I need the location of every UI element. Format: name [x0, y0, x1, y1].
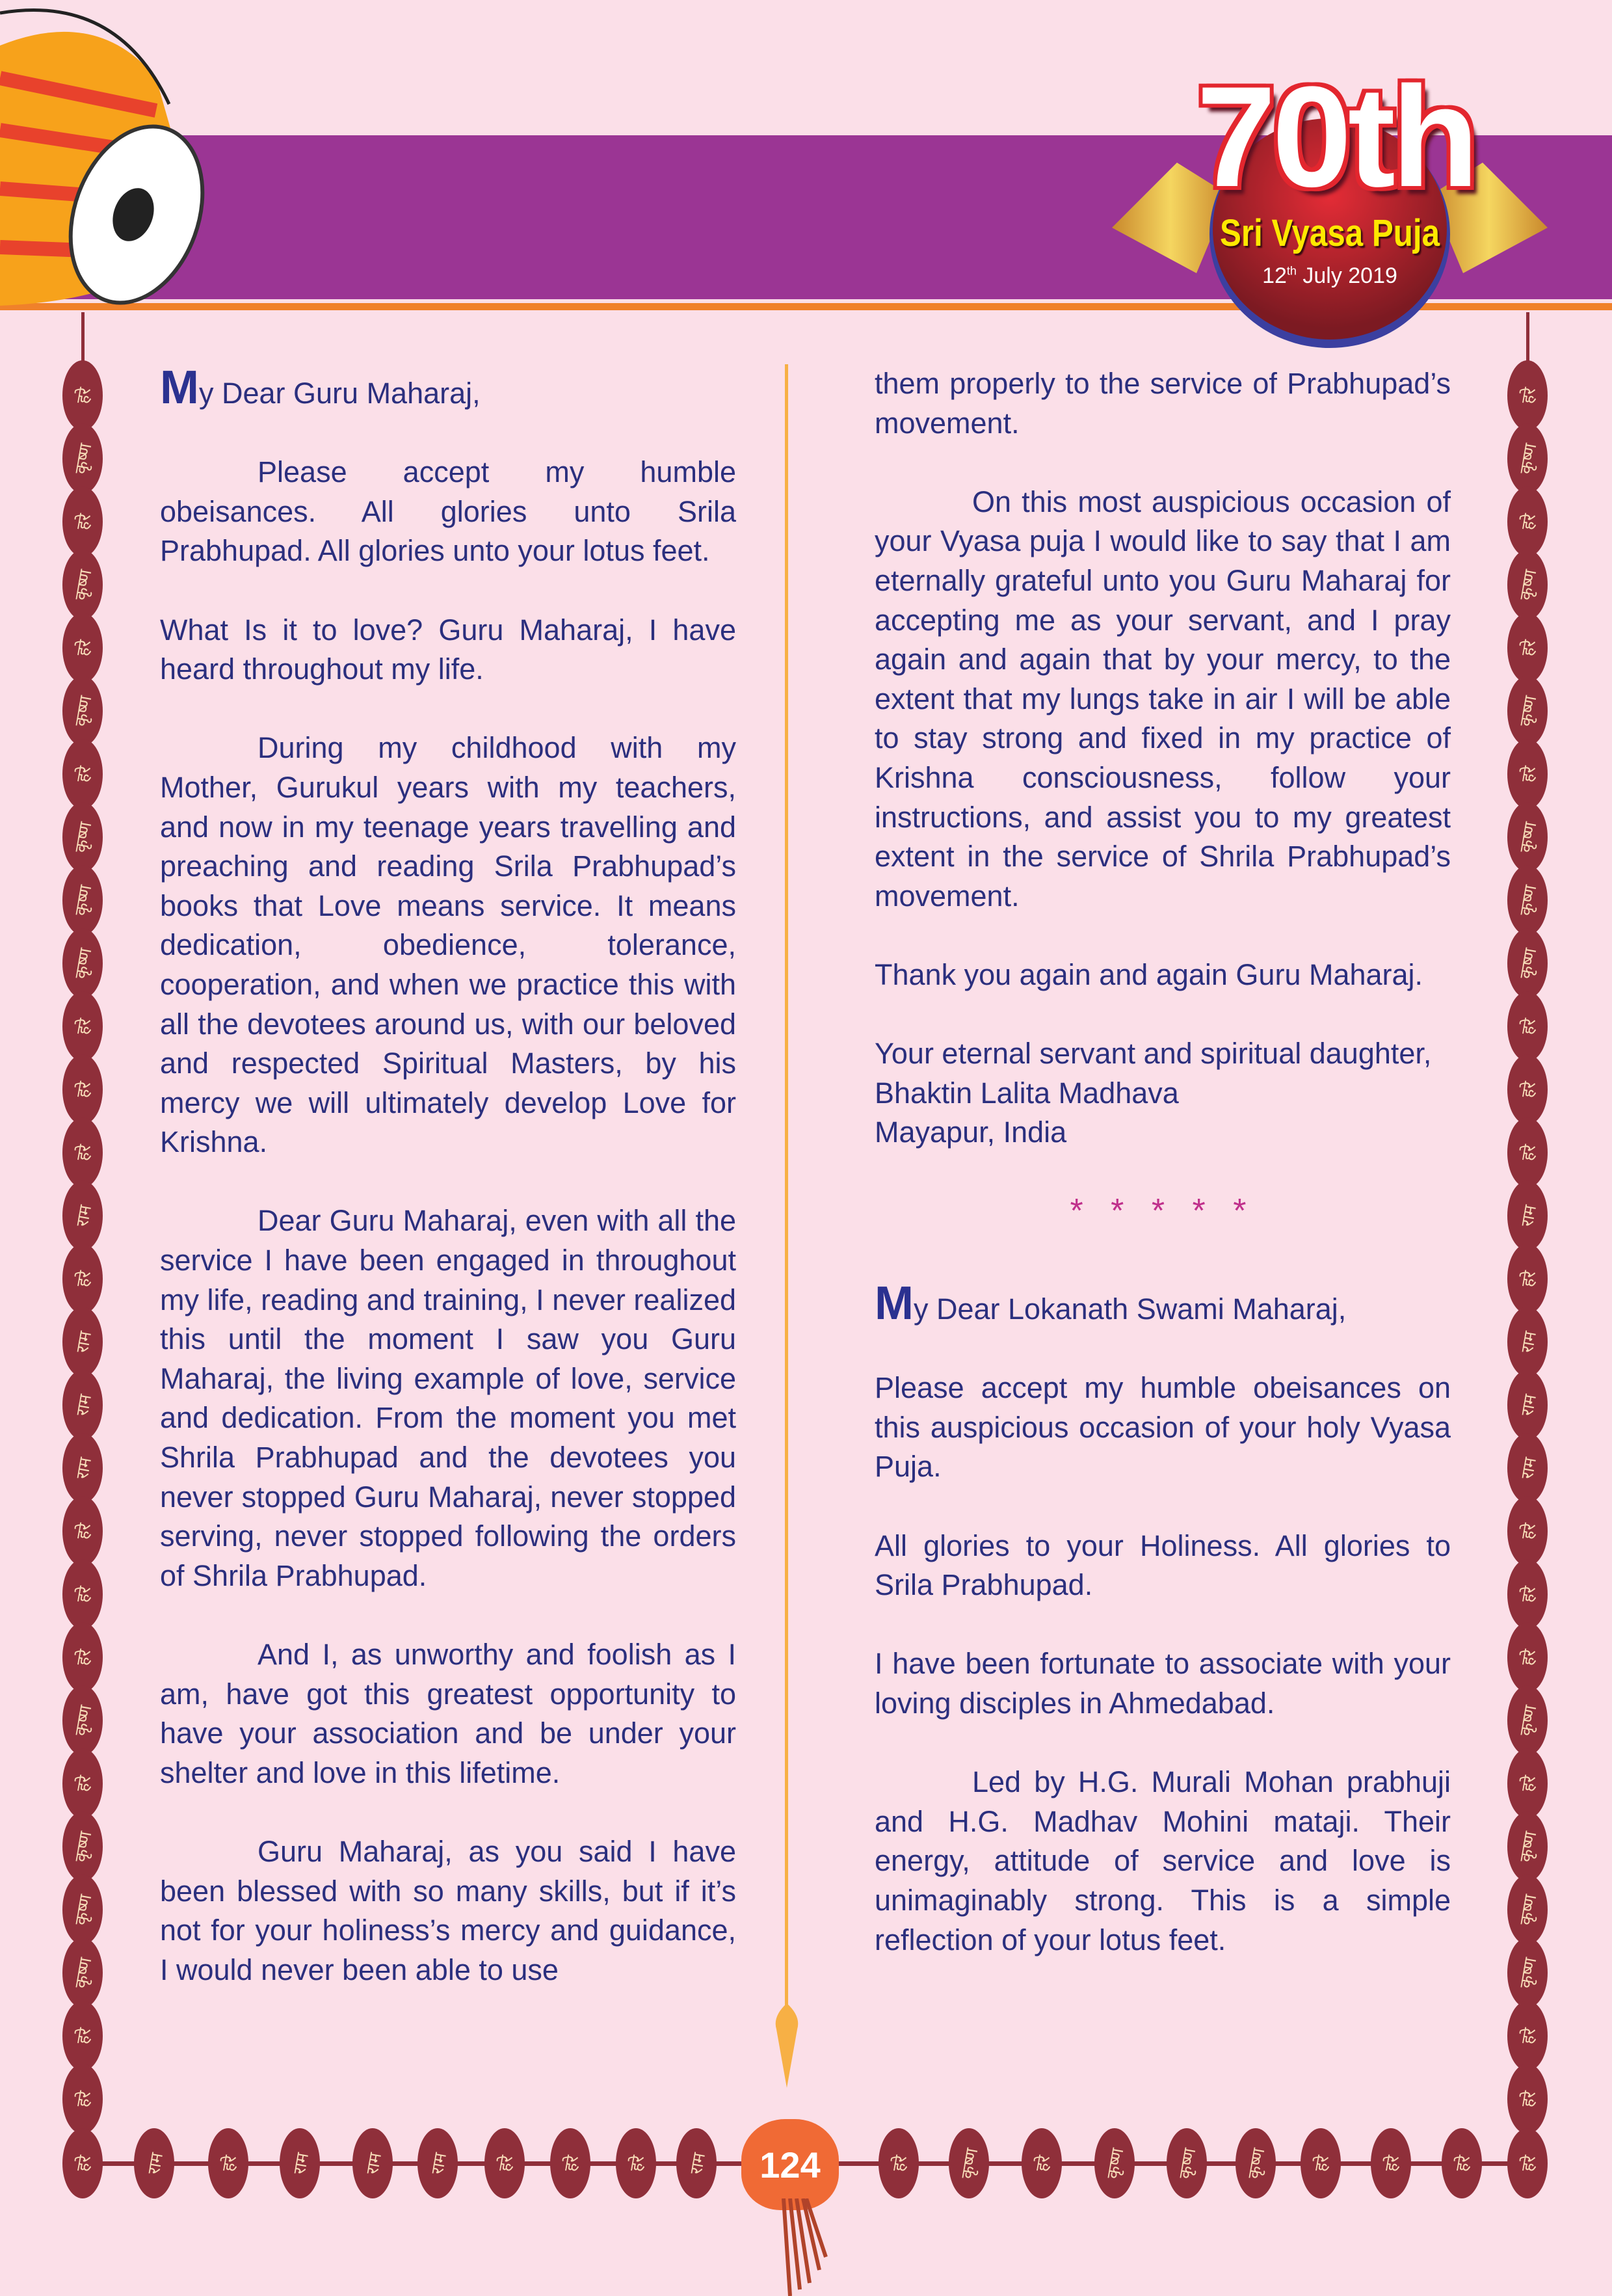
mridanga-drum-icon	[0, 0, 215, 312]
bead	[1442, 2128, 1482, 2198]
bead	[1507, 1622, 1548, 1692]
bead	[62, 2064, 103, 2134]
bead-label: हरे	[888, 2154, 910, 2173]
bead	[62, 676, 103, 746]
bead-label: हरे	[72, 1584, 94, 1604]
bead-label: हरे	[72, 1648, 94, 1667]
bead	[1507, 550, 1548, 620]
bead	[62, 928, 103, 998]
bead-label: हरे	[1517, 764, 1539, 784]
bead	[1094, 2128, 1135, 2198]
bead	[352, 2128, 393, 2198]
bead-label: कृष्ण	[1516, 694, 1540, 728]
bead-label: हरे	[1517, 512, 1539, 531]
bead-label: हरे	[72, 1774, 94, 1793]
bead-label: हरे	[1517, 2154, 1539, 2173]
bead	[1507, 739, 1548, 809]
bead	[62, 487, 103, 557]
bead-label: कृष्ण	[71, 1956, 96, 1990]
bead	[1507, 865, 1548, 935]
bead-label: हरे	[1381, 2154, 1403, 2173]
bead-label: कृष्ण	[1516, 568, 1540, 602]
bead-label: हरे	[1517, 1648, 1539, 1667]
bead-label: राम	[72, 1203, 95, 1228]
bead	[62, 1811, 103, 1882]
bead-label: हरे	[1517, 1080, 1539, 1099]
bead-label: कृष्ण	[1244, 2146, 1269, 2180]
bead	[1507, 1307, 1548, 1377]
page-number: 124	[741, 2119, 839, 2210]
bead-label: कृष्ण	[1516, 1956, 1540, 1990]
bead	[62, 1181, 103, 1251]
bead	[1507, 928, 1548, 998]
bead	[1507, 1181, 1548, 1251]
bead-label: हरे	[1517, 1269, 1539, 1288]
bead	[1507, 1875, 1548, 1945]
divider-drop-ornament	[773, 2003, 801, 2088]
bead	[62, 1875, 103, 1945]
bead	[1507, 360, 1548, 431]
bead-label: कृष्ण	[1516, 883, 1540, 917]
bead-label: राम	[1516, 1393, 1540, 1417]
bead-label: कृष्ण	[71, 442, 96, 475]
bead-label: हरे	[560, 2154, 582, 2173]
bead	[62, 991, 103, 1061]
bead	[1235, 2128, 1276, 2198]
bead	[1371, 2128, 1411, 2198]
bead-label: राम	[427, 2151, 450, 2176]
bead-label: राम	[72, 1393, 95, 1417]
bead-label: हरे	[72, 1017, 94, 1036]
bead	[879, 2128, 919, 2198]
paragraph: them properly to the service of Prabhupad’s movement.	[875, 367, 1451, 440]
bead-label: राम	[72, 1456, 95, 1480]
bead-label: हरे	[72, 1143, 94, 1162]
location: Mayapur, India	[875, 1115, 1067, 1149]
bead-label: राम	[1516, 1456, 1540, 1480]
paragraph: On this most auspicious occasion of your Vyasa puja I would like to say that I am eternally grateful unto you Guru Maharaj for accepting me as your servant, and I pray again and again that by your mercy, to the extent that my lungs take in air I will be able to stay strong and fixed in my practice of Krishna consciousness, follow your instructions, and assist you to my greatest extent in the service of Shrila Prabhupad’s movement.	[875, 485, 1451, 913]
bead	[1507, 423, 1548, 494]
bead	[550, 2128, 590, 2198]
bead	[62, 1307, 103, 1377]
bead-label: हरे	[1517, 1017, 1539, 1036]
bead	[62, 360, 103, 431]
bead-label: कृष्ण	[1516, 1703, 1540, 1737]
salutation: My Dear Lokanath Swami Maharaj,	[875, 1277, 1347, 1330]
bead-label: कृष्ण	[1516, 946, 1540, 980]
bead-label: हरे	[72, 2089, 94, 2109]
bead-label: हरे	[1310, 2154, 1332, 2173]
bead	[62, 613, 103, 683]
letter-column-right	[875, 364, 1451, 1960]
bead-label: हरे	[1517, 1774, 1539, 1793]
bead-label: कृष्ण	[1516, 820, 1540, 854]
bead	[1507, 1370, 1548, 1440]
bead-label: राम	[289, 2151, 312, 2176]
bead	[1507, 613, 1548, 683]
bead	[1507, 676, 1548, 746]
paragraph: Please accept my humble obeisances on this auspicious occasion of your holy Vyasa Puja.	[875, 1371, 1451, 1484]
bead-label: हरे	[72, 1269, 94, 1288]
bead	[1507, 2064, 1548, 2134]
bead	[62, 1622, 103, 1692]
bead	[1507, 1938, 1548, 2008]
bead-label: राम	[1516, 1329, 1540, 1354]
bead	[62, 1559, 103, 1629]
bead-label: हरे	[72, 2154, 94, 2173]
bead-label: हरे	[72, 2026, 94, 2046]
bead	[62, 1054, 103, 1125]
bead-label: कृष्ण	[71, 1703, 96, 1737]
bead-label: हरे	[1517, 386, 1539, 405]
bead	[676, 2128, 717, 2198]
bead-label: हरे	[72, 764, 94, 784]
closing: Your eternal servant and spiritual daughter, Bhaktin Lalita Madhava Mayapur, India	[875, 1037, 1432, 1149]
badge-number: 70th	[1196, 57, 1475, 217]
bead-label: हरे	[72, 638, 94, 658]
bead	[616, 2128, 656, 2198]
bead-label: हरे	[218, 2154, 240, 2173]
bead	[62, 1433, 103, 1503]
bead-label: कृष्ण	[71, 946, 96, 980]
bead	[62, 1244, 103, 1314]
bead-label: हरे	[1517, 2026, 1539, 2046]
bead-label: कृष्ण	[71, 1893, 96, 1927]
bead-label: कृष्ण	[1103, 2146, 1128, 2180]
bead-label: कृष्ण	[71, 568, 96, 602]
bead	[1507, 1117, 1548, 1188]
bead	[1507, 1559, 1548, 1629]
paragraph: During my childhood with my Mother, Gurukul years with my teachers, and now in my teenage years travelling and preaching and reading Srila Prabhupad’s books that Love means service. It means dedication, obedience, tolerance, cooperation, and when we practice this with all the devotees around us, with our beloved and respected Spiritual Masters, by his mercy we will ultimately develop Love for Krishna.	[160, 731, 736, 1159]
bead	[484, 2128, 525, 2198]
bead	[417, 2128, 458, 2198]
bead	[208, 2128, 248, 2198]
bead	[62, 2128, 103, 2198]
bead-label: हरे	[1517, 1143, 1539, 1162]
bead	[62, 1370, 103, 1440]
bead-label: कृष्ण	[957, 2146, 982, 2180]
paragraph: I have been fortunate to associate with your loving disciples in Ahmedabad.	[875, 1647, 1451, 1720]
bead	[62, 1748, 103, 1819]
bead-label: राम	[143, 2151, 166, 2176]
paragraph: And I, as unworthy and foolish as I am, have got this greatest opportunity to have your association and be under your shelter and love in this lifetime.	[160, 1638, 736, 1789]
bead-label: हरे	[72, 1521, 94, 1541]
bead	[280, 2128, 320, 2198]
bead-label: हरे	[1031, 2154, 1053, 2173]
bead-label: कृष्ण	[71, 694, 96, 728]
bead	[949, 2128, 989, 2198]
bead-label: राम	[362, 2151, 385, 2176]
badge-title: Sri Vyasa Puja	[1219, 212, 1440, 254]
bead	[1507, 487, 1548, 557]
bead-label: कृष्ण	[71, 883, 96, 917]
bead	[62, 2001, 103, 2071]
bead	[1507, 1748, 1548, 1819]
bead-label: कृष्ण	[71, 820, 96, 854]
bead	[62, 1685, 103, 1755]
bead	[62, 550, 103, 620]
bead	[1507, 1496, 1548, 1566]
bead-label: कृष्ण	[1516, 442, 1540, 475]
bead-label: कृष्ण	[1175, 2146, 1200, 2180]
paragraph: What Is it to love? Guru Maharaj, I have heard throughout my life.	[160, 613, 736, 686]
bead-label: हरे	[1451, 2154, 1473, 2173]
bead-label: हरे	[1517, 2089, 1539, 2109]
bead-label: हरे	[494, 2154, 516, 2173]
bead	[1507, 1811, 1548, 1882]
column-divider	[785, 364, 788, 2010]
paragraph: All glories to your Holiness. All glories to Srila Prabhupad.	[875, 1528, 1451, 1602]
paragraph: Dear Guru Maharaj, even with all the service I have been engaged in throughout my life, reading and training, I never realized this until the moment I saw you Guru Maharaj, the living example of love, service and dedication. From the moment you met Shrila Prabhupad and the devotees you never stopped Guru Maharaj, never stopped serving, never stopped following the orders of Shrila Prabhupad.	[160, 1204, 736, 1592]
bead	[62, 739, 103, 809]
bead-label: हरे	[72, 386, 94, 405]
paragraph: Guru Maharaj, as you said I have been blessed with so many skills, but if it’s not for your holiness’s mercy and guidance, I would never been able to use	[160, 1834, 736, 1986]
bead-label: कृष्ण	[1516, 1893, 1540, 1927]
paragraph: Led by H.G. Murali Mohan prabhuji and H.G. Madhav Mohini mataji. Their energy, attitude of service and love is unimaginably strong. This is a simple reflection of your lotus feet.	[875, 1765, 1451, 1956]
bead-label: राम	[1516, 1203, 1540, 1228]
bead-label: राम	[685, 2151, 709, 2176]
paragraph: Please accept my humble obeisances. All glories unto Srila Prabhupad. All glories unto your lotus feet.	[160, 455, 736, 568]
bead-label: कृष्ण	[1516, 1830, 1540, 1863]
bead	[1507, 1054, 1548, 1125]
badge-date: 12th July 2019	[1262, 263, 1397, 288]
bead-label: हरे	[72, 1080, 94, 1099]
salutation: My Dear Guru Maharaj,	[160, 362, 481, 414]
bead	[62, 802, 103, 872]
bead-label: हरे	[1517, 638, 1539, 658]
signature: Bhaktin Lalita Madhava	[875, 1076, 1179, 1110]
bead	[1507, 1685, 1548, 1755]
bead	[1167, 2128, 1207, 2198]
bead	[1507, 802, 1548, 872]
bead-label: राम	[72, 1329, 95, 1354]
bead	[1507, 991, 1548, 1061]
bead	[1301, 2128, 1341, 2198]
bead	[62, 423, 103, 494]
anniversary-badge	[1099, 59, 1561, 358]
bead-label: हरे	[1517, 1521, 1539, 1541]
bead-label: कृष्ण	[71, 1830, 96, 1863]
separator-stars: * * * * *	[1070, 1192, 1256, 1231]
paragraph: Thank you again and again Guru Maharaj.	[875, 957, 1423, 991]
bead	[62, 865, 103, 935]
bead	[1022, 2128, 1062, 2198]
bead	[62, 1938, 103, 2008]
bead	[1507, 1244, 1548, 1314]
letter-column-left	[160, 362, 736, 1990]
bead	[1507, 2128, 1548, 2198]
bead-label: हरे	[1517, 1584, 1539, 1604]
bead	[1507, 2001, 1548, 2071]
bead	[134, 2128, 174, 2198]
bead-label: हरे	[72, 512, 94, 531]
bead	[62, 1117, 103, 1188]
bead	[1507, 1433, 1548, 1503]
bead-label: हरे	[626, 2154, 648, 2173]
bead	[62, 1496, 103, 1566]
